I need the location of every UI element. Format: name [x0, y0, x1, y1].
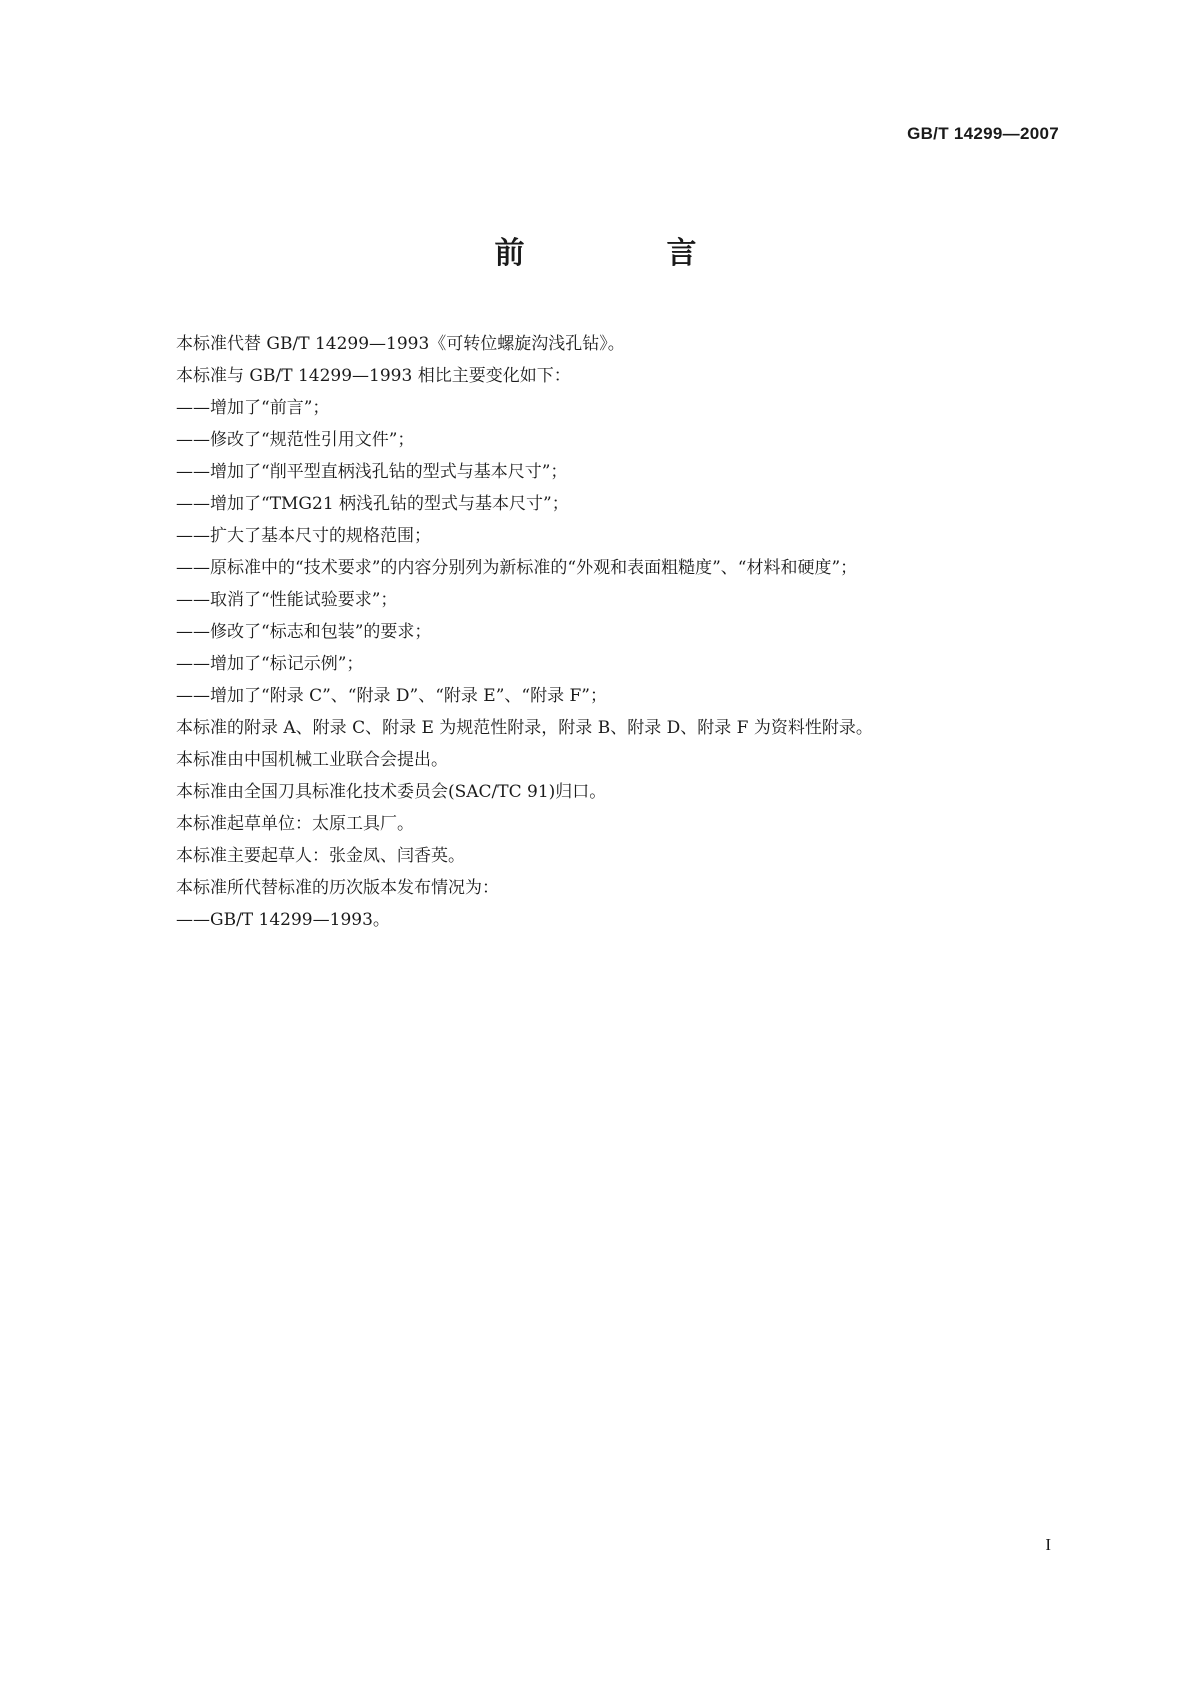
change-list-item: ——增加了“标记示例”； [176, 654, 364, 674]
change-list-item: ——修改了“标志和包装”的要求； [176, 622, 432, 642]
change-list-item: ——扩大了基本尺寸的规格范围； [176, 526, 431, 546]
foreword-body [176, 328, 1016, 936]
paragraph: 本标准由中国机械工业联合会提出。 [176, 750, 448, 770]
paragraph: 本标准由全国刀具标准化技术委员会(SAC/TC 91)归口。 [176, 782, 607, 802]
change-list-item: ——增加了“削平型直柄浅孔钻的型式与基本尺寸”； [176, 462, 568, 482]
paragraph: 本标准所代替标准的历次版本发布情况为： [176, 878, 499, 898]
standard-code: GB/T 14299—2007 [907, 124, 1059, 143]
paragraph: 本标准的附录 A、附录 C、附录 E 为规范性附录，附录 B、附录 D、附录 F 为资料性附录。 [176, 718, 873, 738]
page-number: I [1045, 1535, 1051, 1554]
version-history-item: ——GB/T 14299—1993。 [176, 910, 390, 930]
change-list-item: ——增加了“附录 C”、“附录 D”、“附录 E”、“附录 F”； [176, 686, 607, 706]
change-list-item: ——增加了“前言”； [176, 398, 330, 418]
change-list-item: ——增加了“TMG21 柄浅孔钻的型式与基本尺寸”； [176, 494, 569, 514]
page-title: 前 言 [494, 236, 753, 271]
paragraph: 本标准与 GB/T 14299—1993 相比主要变化如下： [176, 366, 571, 386]
change-list-item: ——修改了“规范性引用文件”； [176, 430, 415, 450]
change-list-item: ——原标准中的“技术要求”的内容分别列为新标准的“外观和表面粗糙度”、“材料和硬度”； [176, 558, 858, 578]
change-list-item: ——取消了“性能试验要求”； [176, 590, 398, 610]
paragraph: 本标准起草单位：太原工具厂。 [176, 814, 414, 834]
paragraph: 本标准主要起草人：张金凤、闫香英。 [176, 846, 465, 866]
paragraph: 本标准代替 GB/T 14299—1993《可转位螺旋沟浅孔钻》。 [176, 334, 625, 354]
